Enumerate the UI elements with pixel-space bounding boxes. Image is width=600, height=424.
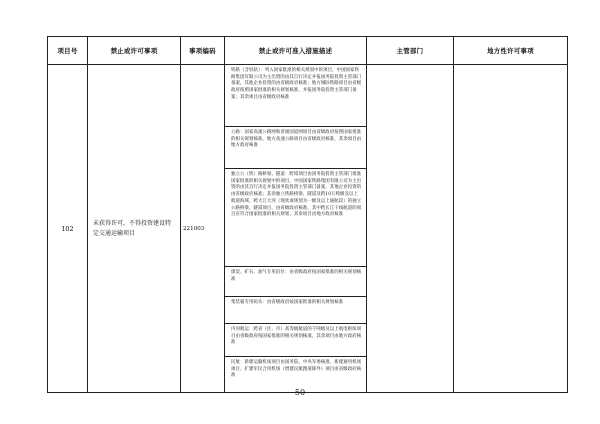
measure-highway: 公路：国家高速公路网和普通国道网项目由省级政府按照国家批准的相关规划核准，地方高速公路项目由省级政府核准，其余项目由地方政府核准 (225, 127, 366, 169)
table-header-row (48, 37, 568, 65)
department-cell (367, 65, 454, 393)
measures-cell (225, 65, 367, 393)
table-row (48, 65, 568, 393)
item-name-cell: 未获得许可，不得投资建设特定交通运输项目 (88, 65, 181, 393)
item-number-cell: 102 (48, 65, 88, 393)
measure-inland-waterway: 内河航运：跨省（区、市）高等级航道的千吨级及以上航电枢纽项目由省级政府按国家批准的相关规划核准，其余项目由地方政府核准 (225, 324, 366, 357)
local-permit-cell (454, 65, 568, 393)
header-department: 主管部门 (367, 37, 454, 65)
measure-civil-aviation: 民航：新建运输机场项目由国务院、中央军委核准，新建通用机场项目、扩建军民合用机场（增建民航跑道除外）项目由省级政府核准 (231, 360, 362, 379)
header-item-name: 禁止或许可事项 (88, 37, 181, 65)
measure-bridges-tunnels: 独立公（铁）路桥梁、隧道：跨境项目由国务院投资主管部门批准国家批准的相关规划中的项目，中国国家铁路集团有限公司为主出资的由其自行决定并报国务院投资主管部门备案，其他企业投资的由省级政府核准；其余独立铁路桥梁、隧道及跨10万吨级及以上航道海域、跨大江大河（现状或规划为一级及以上通航段）的独立公路桥梁、隧道项目，由省级政府核准，其中跨长江干线航道的项目应符合国家批准的相关规划；其余项目由地方政府核准 (225, 169, 366, 267)
measure-special-berths: 煤炭、矿石、油气专用泊位：由省级政府按国家批准的相关规划核准 (225, 267, 366, 297)
measure-railway: 铁路（含轻轨）：列入国家批准的相关规划中的项目，中国国家铁路集团有限公司为主出资的由其自行决定并报国务院投资主管部门备案，其他企业投资的由省级政府核准；地方城际铁路项目由省级政府按照国家批准的相关规划核准，并报国务院投资主管部门备案；其余项目由省级政府核准 (225, 65, 366, 127)
header-measure-description: 禁止或许可准入措施描述 (225, 37, 367, 65)
measures-table (47, 36, 568, 393)
header-item-number: 项目号 (48, 37, 88, 65)
header-item-code: 事项编码 (181, 37, 225, 65)
page-number: 50 (294, 388, 306, 397)
header-local-permit: 地方性许可事项 (454, 37, 568, 65)
item-code-cell: 221003 (181, 65, 225, 393)
measure-container-terminals: 集装箱专用码头：由省级政府按国家批准的相关规划核准 (225, 297, 366, 324)
